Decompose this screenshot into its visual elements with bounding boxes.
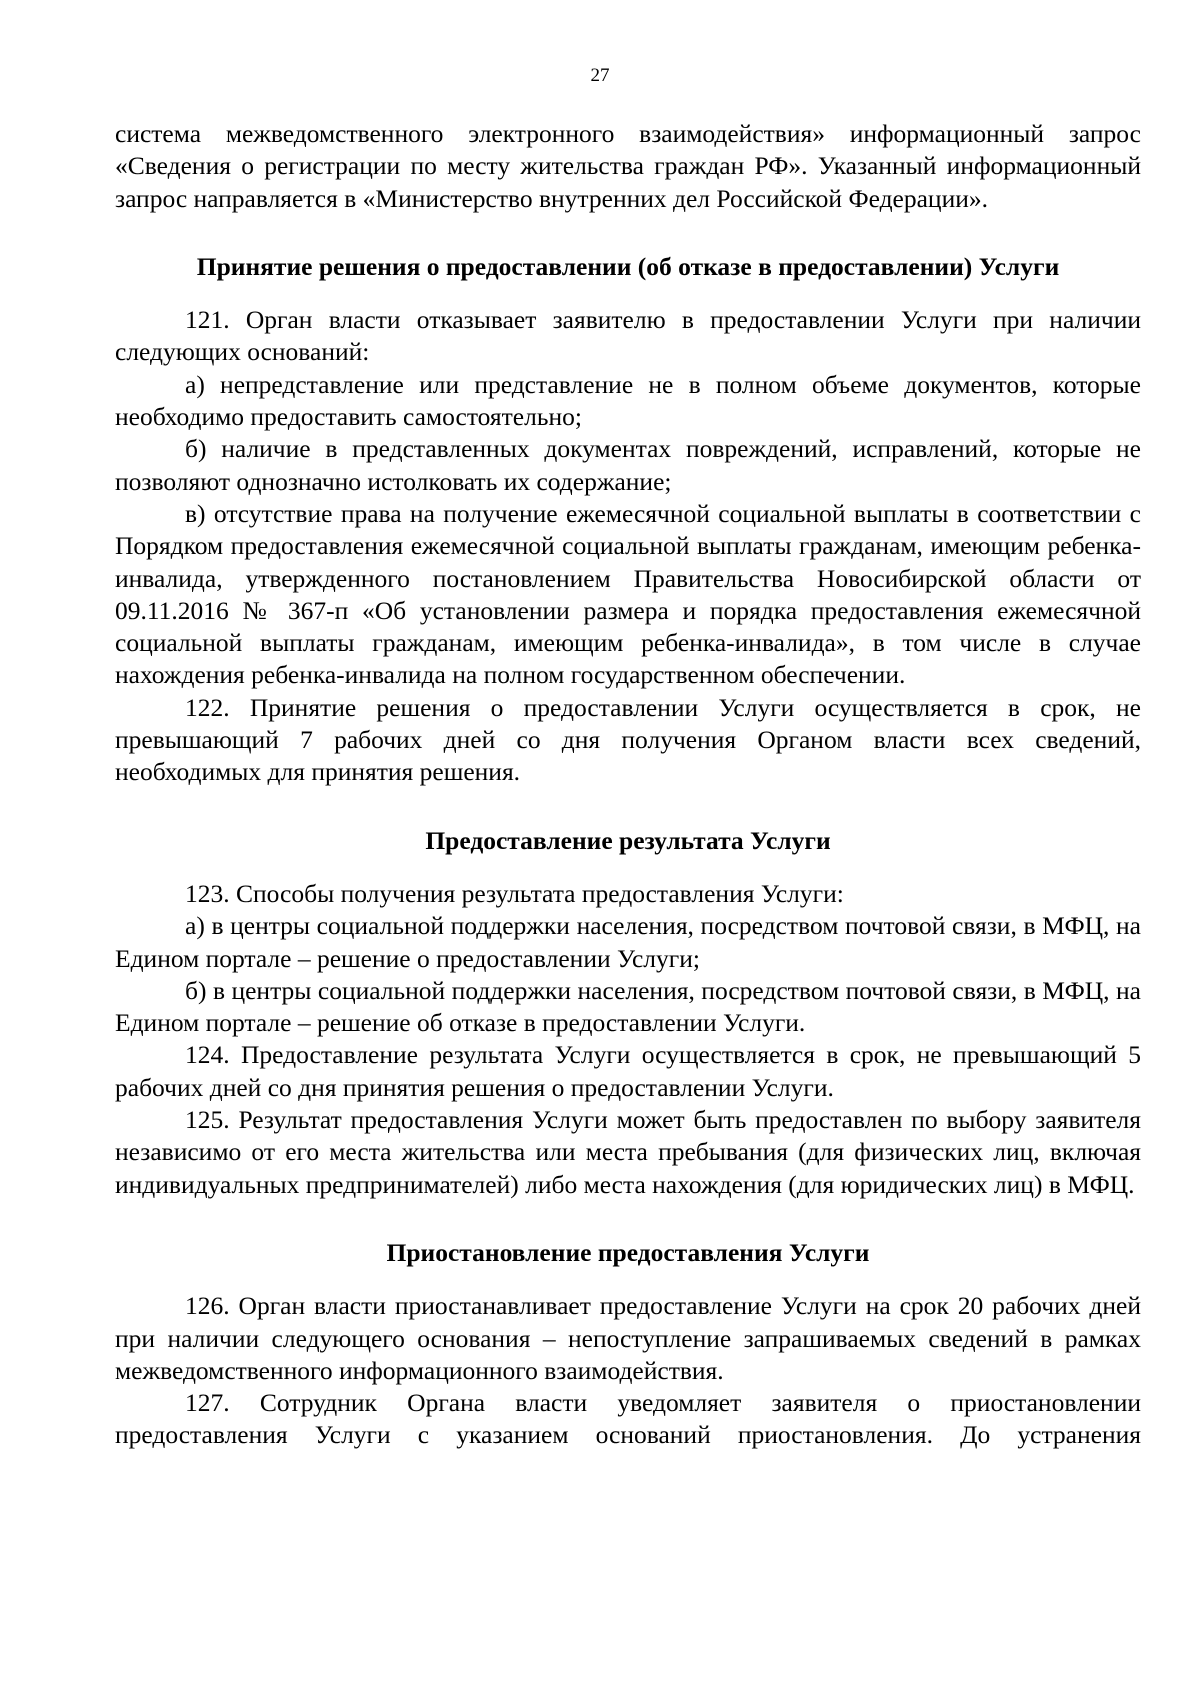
spacer <box>115 215 1141 251</box>
paragraph-122: 122. Принятие решения о предоставлении Услуги осуществляется в срок, не превышающий 7 рабочих дней со дня получения Органом власти всех сведений, необходимых для принятия решения. <box>115 692 1141 787</box>
paragraph-121-b: б) наличие в представленных документах повреждений, исправлений, которые не позволяют однозначно истолковать их содержание; <box>115 434 1141 496</box>
paragraph-intro: система межведомственного электронного взаимодействия» информационный запрос «Сведения о регистрации по месту жительства граждан РФ». Указанный информационный запрос направляется в «Министерство внутренних дел Российской Федерации». <box>115 119 1141 213</box>
paragraph-121: 121. Орган власти отказывает заявителю в предоставлении Услуги при наличии следующих оснований: <box>115 305 1141 367</box>
section-heading-suspension: Приостановление предоставления Услуги <box>386 1237 870 1267</box>
paragraph-126: 126. Орган власти приостанавливает предоставление Услуги на срок 20 рабочих дней при наличии следующего основания – непоступление запрашиваемых сведений в рамках межведомственного информационного взаимодействия. <box>115 1291 1141 1385</box>
spacer <box>115 283 1141 304</box>
spacer <box>115 1269 1141 1290</box>
page-number: 27 <box>590 65 610 86</box>
paragraph-123: 123. Способы получения результата предоставления Услуги: <box>185 878 844 908</box>
paragraph-121-a: а) непредставление или представление не в полном объеме документов, которые необходимо предоставить самостоятельно; <box>115 369 1141 432</box>
section-heading-result: Предоставление результата Услуги <box>425 825 831 855</box>
paragraph-123-b: б) в центры социальной поддержки населения, посредством почтовой связи, в МФЦ, на Едином портале – решение об отказе в предоставлении Услуги. <box>115 975 1141 1038</box>
spacer <box>115 1201 1141 1237</box>
paragraph-124: 124. Предоставление результата Услуги осуществляется в срок, не превышающий 5 рабочих дней со дня принятия решения о предоставлении Услуги. <box>115 1040 1141 1102</box>
paragraph-123-a: а) в центры социальной поддержки населения, посредством почтовой связи, в МФЦ, на Едином портале – решение о предоставлении Услуги; <box>115 911 1141 973</box>
paragraph-121-v: в) отсутствие права на получение ежемесячной социальной выплаты в соответствии с Порядком предоставления ежемесячной социальной выплаты гражданам, имеющим ребенка-инвалида, утвержденного постановлением Правительства Новосибирской области от 09.11.2016 № 367-п «Об установлении размера и порядка предоставления ежемесячной социальной выплаты гражданам, имеющим ребенка-инвалида», в том числе в случае нахождения ребенка-инвалида на полном государственном обеспечении. <box>115 498 1141 690</box>
section-heading-decision: Принятие решения о предоставлении (об отказе в предоставлении) Услуги <box>196 251 1060 281</box>
paragraph-127: 127. Сотрудник Органа власти уведомляет заявителя о приостановлении предоставления Услуги с указанием оснований приостановления. До устранения <box>115 1388 1141 1450</box>
spacer <box>115 857 1141 878</box>
document-body <box>115 118 1141 1452</box>
paragraph-125: 125. Результат предоставления Услуги может быть предоставлен по выбору заявителя независимо от его места жительства или места пребывания (для физических лиц, включая индивидуальных предпринимателей) либо места нахождения (для юридических лиц) в МФЦ. <box>115 1105 1141 1199</box>
spacer <box>115 789 1141 825</box>
